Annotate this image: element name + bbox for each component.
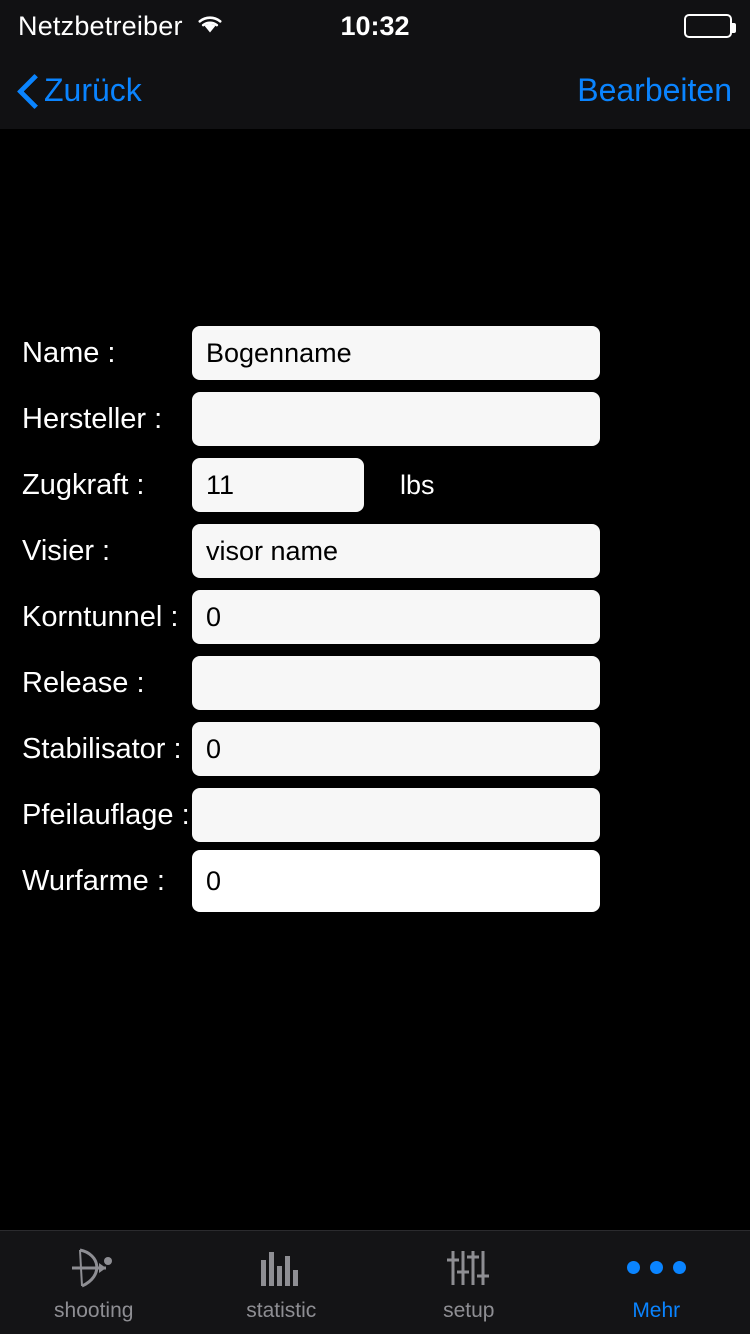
tab-mehr[interactable] xyxy=(563,1231,750,1334)
bow-icon xyxy=(66,1243,122,1293)
edit-button[interactable]: Bearbeiten xyxy=(577,72,732,108)
status-time: 10:32 xyxy=(340,10,410,41)
form-row-name xyxy=(0,320,750,386)
form-row-stabilisator xyxy=(0,716,750,782)
back-button[interactable] xyxy=(18,72,142,109)
input-visier[interactable]: visor name xyxy=(192,524,600,578)
label-pfeilauflage: Pfeilauflage : xyxy=(22,798,190,831)
input-korntunnel[interactable]: 0 xyxy=(192,590,600,644)
tab-setup[interactable] xyxy=(375,1231,563,1334)
form-row-visier xyxy=(0,518,750,584)
sliders-icon xyxy=(441,1243,497,1293)
tab-setup-label: setup xyxy=(443,1298,495,1322)
input-name[interactable]: Bogenname xyxy=(192,326,600,380)
tab-statistic-label: statistic xyxy=(246,1298,317,1322)
tab-statistic[interactable] xyxy=(188,1231,376,1334)
form-row-zugkraft xyxy=(0,452,750,518)
wifi-icon xyxy=(195,11,225,42)
battery-icon xyxy=(684,14,732,38)
back-button-label: Zurück xyxy=(44,72,142,108)
status-bar xyxy=(0,0,750,52)
tab-shooting-label: shooting xyxy=(54,1298,134,1322)
label-hersteller: Hersteller : xyxy=(22,402,163,435)
label-release: Release : xyxy=(22,666,145,699)
form-row-korntunnel xyxy=(0,584,750,650)
label-stabilisator: Stabilisator : xyxy=(22,732,182,765)
label-visier: Visier : xyxy=(22,534,111,567)
nav-bar xyxy=(0,52,750,130)
form-row-release xyxy=(0,650,750,716)
form-row-hersteller xyxy=(0,386,750,452)
ellipsis-icon xyxy=(627,1243,686,1293)
input-wurfarme[interactable]: 0 xyxy=(192,850,600,912)
label-zugkraft: Zugkraft : xyxy=(22,468,145,501)
carrier-label: Netzbetreiber xyxy=(18,10,183,41)
bar-chart-icon xyxy=(253,1243,309,1293)
input-pfeilauflage[interactable] xyxy=(192,788,600,842)
input-zugkraft[interactable]: 11 xyxy=(192,458,364,512)
label-wurfarme: Wurfarme : xyxy=(22,864,165,897)
unit-lbs: lbs xyxy=(400,469,435,500)
bow-details-form xyxy=(0,130,750,914)
status-left xyxy=(18,11,225,42)
input-hersteller[interactable] xyxy=(192,392,600,446)
tab-bar xyxy=(0,1230,750,1334)
content-area xyxy=(0,130,750,1230)
tab-mehr-label: Mehr xyxy=(632,1298,681,1322)
tab-shooting[interactable] xyxy=(0,1231,188,1334)
label-korntunnel: Korntunnel : xyxy=(22,600,179,633)
input-release[interactable] xyxy=(192,656,600,710)
label-name: Name : xyxy=(22,336,116,369)
input-stabilisator[interactable]: 0 xyxy=(192,722,600,776)
form-row-pfeilauflage xyxy=(0,782,750,848)
status-right xyxy=(684,14,732,38)
form-row-wurfarme xyxy=(0,848,750,914)
chevron-left-icon xyxy=(18,74,38,108)
